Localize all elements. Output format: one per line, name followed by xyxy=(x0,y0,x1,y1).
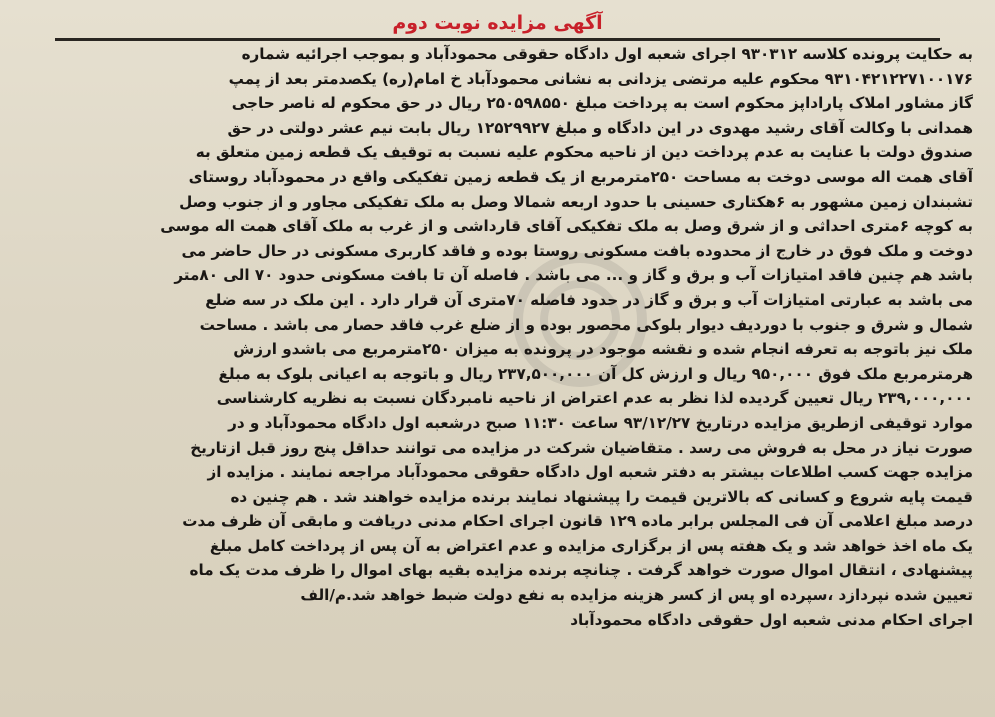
notice-line: صندوق دولت با عنایت به عدم پرداخت دین از ناحیه محکوم علیه نسبت به توقیف یک قطعه زمین متعلق به xyxy=(195,143,973,162)
notice-line: پیشنهادی ، انتقال اموال صورت خواهد گرفت . چنانچه برنده مزایده بقیه بهای اموال را ظرف مدت یک ماه xyxy=(189,561,973,580)
notice-line: دوخت و ملک فوق در خارج از محدوده بافت مسکونی روستا بوده و فاقد کاربری مسکونی در حال حاضر می xyxy=(181,241,973,260)
notice-line: ۲۳۹,۰۰۰,۰۰۰ ریال تعیین گردیده لذا نظر به عدم اعتراض از ناحیه نامبردگان نسبت به نظریه کارشناسی xyxy=(216,389,973,408)
notice-line: ملک نیز باتوجه به تعرفه انجام شده و نقشه موجود در پرونده به میزان ۲۵۰مترمربع می باشدو ارزش xyxy=(233,340,973,359)
notice-line: قیمت پایه شروع و کسانی که بالاترین قیمت را پیشنهاد نمایند برنده مزایده خواهند شد . هم چنین ده xyxy=(230,487,973,506)
notice-line: یک ماه اخذ خواهد شد و یک هفته پس از برگزاری مزایده و عدم اعتراض به آن پس از پرداخت کامل مبلغ xyxy=(209,536,973,555)
notice-line: ۹۳۱۰۴۲۱۲۲۷۱۰۰۱۷۶ محکوم علیه مرتضی یزدانی به نشانی محمودآباد خ امام(ره) یکصدمتر بعد از پمپ xyxy=(228,69,973,88)
notice-line: باشد هم چنین فاقد امتیازات آب و برق و گاز و ... می باشد . فاصله آن تا بافت مسکونی حدود ۷۰ الی ۸۰متر xyxy=(174,266,973,285)
notice-line: به حکایت پرونده کلاسه ۹۳۰۳۱۲ اجرای شعبه اول دادگاه حقوقی محمودآباد و بموجب اجرائیه شماره xyxy=(241,45,973,63)
notice-title: آگهی مزایده نوبت دوم xyxy=(392,12,603,34)
notice-line: می باشد به عبارتی امتیازات آب و برق و گاز در حدود فاصله ۷۰متری آن قرار دارد . این ملک در سه ضلع xyxy=(205,290,973,309)
notice-signature: اجرای احکام مدنی شعبه اول حقوقی دادگاه محمودآباد xyxy=(570,610,973,629)
notice-body xyxy=(22,42,973,709)
notice-line: صورت نیاز در محل به فروش می رسد . متقاضیان شرکت در مزایده می توانند حداقل پنج روز قبل ازتاریخ xyxy=(190,438,973,457)
notice-line: همدانی با وکالت آقای رشید مهدوی در این دادگاه و مبلغ ۱۲۵۲۹۹۲۷ ریال بابت نیم عشر دولتی در حق xyxy=(227,118,973,137)
notice-line: شمال و شرق و جنوب با دوردیف دیوار بلوکی محصور بوده و از ضلع غرب فاقد حصار می باشد . مساحت xyxy=(199,315,973,334)
notice-header xyxy=(60,8,935,38)
title-divider xyxy=(55,38,940,41)
notice-line: مزایده جهت کسب اطلاعات بیشتر به دفتر شعبه اول دادگاه حقوقی محمودآباد مراجعه نمایند . مزایده از xyxy=(207,463,973,482)
notice-line: آقای همت اله موسی دوخت به مساحت ۲۵۰مترمربع از یک قطعه زمین تفکیکی واقع در محمودآباد روستای xyxy=(188,167,973,186)
notice-line: موارد توقیفی ازطریق مزایده درتاریخ ۹۳/۱۲/۲۷ ساعت ۱۱:۳۰ صبح درشعبه اول دادگاه محمودآباد و در xyxy=(228,413,973,432)
notice-line: تشبندان زمین مشهور به ۶هکتاری حسینی با حدود اربعه شمالا وصل به ملک تفکیکی مجاور و از جنوب وصل xyxy=(179,192,973,211)
notice-line: درصد مبلغ اعلامی آن فی المجلس برابر ماده ۱۲۹ قانون اجرای احکام مدنی دریافت و مابقی آن ظرف مدت xyxy=(182,512,973,531)
notice-line: به کوچه ۶متری احداثی و از شرق وصل به ملک تفکیکی آقای قارداشی و از غرب به ملک آقای همت اله موسی xyxy=(160,217,973,236)
notice-line: هرمترمربع ملک فوق ۹۵۰,۰۰۰ ریال و ارزش کل آن ۲۳۷,۵۰۰,۰۰۰ ریال و باتوجه به اعیانی بلوک به مبلغ xyxy=(218,364,973,383)
notice-line: تعیین شده نپردازد ،سپرده او پس از کسر هزینه مزایده به نفع دولت ضبط خواهد شد.م/الف xyxy=(300,586,973,605)
notice-line: گاز مشاور املاک پاراداپز محکوم است به پرداخت مبلغ ۲۵۰۵۹۸۵۵۰ ریال در حق محکوم له ناصر حاجی xyxy=(231,94,973,113)
